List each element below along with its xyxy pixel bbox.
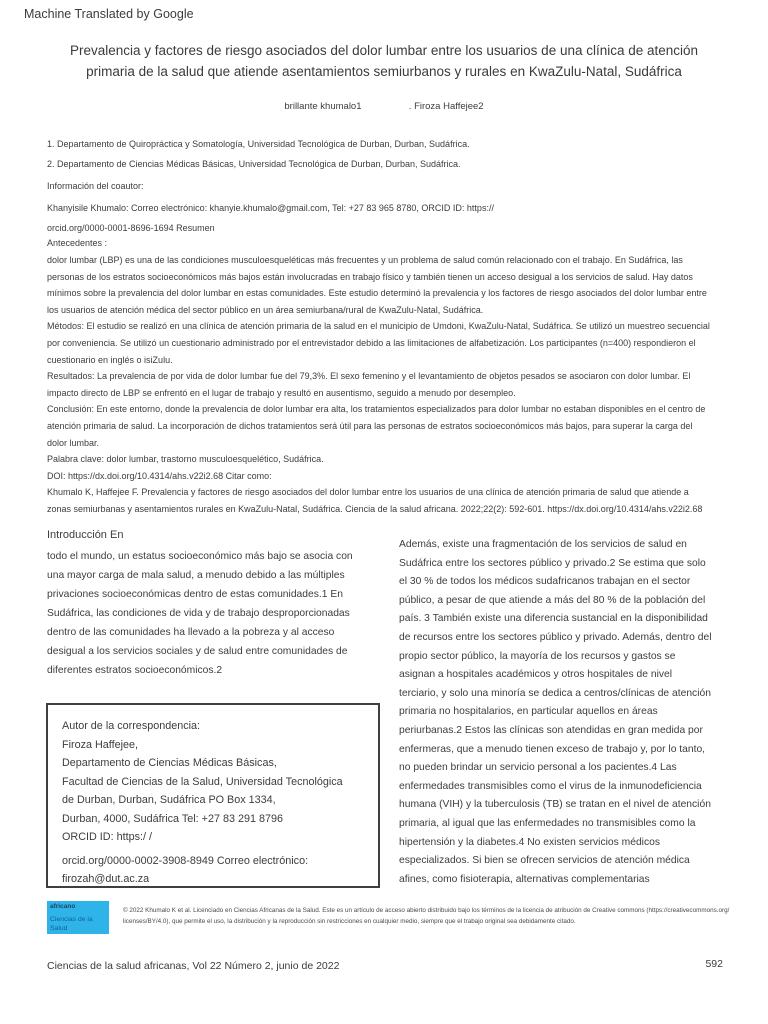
correspondence-email: firozah@dut.ac.za bbox=[62, 873, 150, 885]
intro-right-line: no pueden brindar un servicio personal a los pacientes.4 Las bbox=[399, 762, 677, 774]
correspondence-label: Autor de la correspondencia: bbox=[62, 720, 201, 732]
coauthor-orcid-line: orcid.org/0000-0001-8696-1694 Resumen bbox=[47, 223, 215, 233]
introduction-heading: Introducción En bbox=[47, 529, 124, 541]
author-separator: . bbox=[408, 101, 412, 112]
keywords-line: Palabra clave: dolor lumbar, trastorno musculoesquelético, Sudáfrica. bbox=[47, 454, 324, 465]
paper-title-line-2: primaria de la salud que atiende asentamientos semiurbanos y rurales en KwaZulu-Natal, Sudáfrica bbox=[86, 64, 682, 79]
correspondence-line: de Durban, Durban, Sudáfrica PO Box 1334, bbox=[62, 794, 276, 806]
intro-right-line: Además, existe una fragmentación de los servicios de salud en bbox=[399, 539, 687, 550]
doi-line: DOI: https://dx.doi.org/10.4314/ahs.v22i2.68 Citar como: bbox=[47, 470, 272, 481]
correspondence-orcid-url-line: orcid.org/0000-0002-3908-8949 Correo electrónico: bbox=[62, 854, 309, 867]
abstract-line: dolor lumbar. bbox=[47, 437, 100, 448]
citation-line-2: zonas semiurbanas y asentamientos rurales en KwaZulu-Natal, Sudáfrica. Ciencia de la salud africana. 2022;22(2): 592-601. https://dx.doi.org/10.4314/ahs.v22i2.68 bbox=[47, 503, 703, 514]
correspondence-line: Departamento de Ciencias Médicas Básicas, bbox=[62, 757, 277, 769]
affiliation-2: 2. Departamento de Ciencias Médicas Básicas, Universidad Tecnológica de Durban, Durban, Sudáfrica. bbox=[47, 159, 461, 169]
intro-left-line: privaciones socioeconómicas dentro de estas comunidades.1 En bbox=[47, 589, 343, 600]
intro-right-column bbox=[399, 536, 731, 889]
intro-right-line: Sudáfrica entre los sectores público y privado.2 Se estima que solo bbox=[399, 557, 706, 569]
intro-right-line: el 30 % de todos los médicos sudafricanos trabajan en el sector bbox=[399, 576, 691, 588]
citation-line-1: Khumalo K, Haffejee F. Prevalencia y factores de riesgo asociados del dolor lumbar entre los usuarios de una clínica de atención primaria de salud que atiende a bbox=[47, 487, 689, 498]
affiliation-1: 1. Departamento de Quiropráctica y Somatología, Universidad Tecnológica de Durban, Durban, Sudáfrica. bbox=[47, 139, 470, 149]
correspondence-phone-line: Durban, 4000, Sudáfrica Tel: +27 83 291 8796 bbox=[62, 812, 284, 825]
abstract-line: por conveniencia. Se utilizó un cuestionario administrado por el entrevistador debido a las limitaciones de alfabetización. Los participantes (n=400) respondieron el bbox=[47, 337, 696, 348]
intro-left-line: todo el mundo, un estatus socioeconómico más bajo se asocia con bbox=[47, 551, 353, 562]
intro-right-line: de recursos entre los sectores público y privado. Además, dentro del bbox=[399, 631, 712, 643]
intro-left-line: una mayor carga de mala salud, a menudo debido a las múltiples bbox=[47, 570, 345, 581]
coauthor-info-label: Información del coautor: bbox=[47, 181, 144, 191]
intro-right-line: enfermedades transmisibles como el virus de la inmunodeficiencia bbox=[399, 780, 702, 792]
intro-left-line: diferentes estratos socioeconómicos.2 bbox=[47, 665, 223, 676]
coauthor-contact-line: Khanyisile Khumalo: Correo electrónico: khanyie.khumalo@gmail.com, Tel: +27 83 965 8780, ORCID ID: https:// bbox=[47, 203, 494, 213]
abstract-line: cuestionario en inglés o isiZulu. bbox=[47, 354, 173, 365]
abstract-line: personas de los estratos socioeconómicos más bajos están involucradas en trabajo físico y también tienen un acceso desigual a los servicios de salud. Hay datos bbox=[47, 271, 693, 282]
page-number: 592 bbox=[705, 958, 723, 970]
abstract-line: los usuarios de atención médica del sector público en un área semiurbana/rural de KwaZulu-Natal, Sudáfrica. bbox=[47, 304, 484, 315]
correspondence-orcid-line: ORCID ID: https:/ / bbox=[62, 831, 152, 843]
machine-translated-note: Machine Translated by Google bbox=[24, 7, 194, 21]
abstract-line: atención primaria de salud. La incorporación de dichos tratamientos será útil para las personas de estratos socioeconómicos más bajos, para superar la carga del bbox=[47, 420, 693, 431]
abstract-line: mínimos sobre la prevalencia del dolor lumbar en estas comunidades. Este estudio determinó la prevalencia y los factores de riesgo asociados del dolor lumbar entre bbox=[47, 288, 707, 299]
copyright-line-2: licenses/BY/4.0), que permite el uso, la distribución y la reproducción sin restricciones en cualquier medio, siempre que el trabajo original sea debidamente citado. bbox=[123, 918, 576, 925]
paper-title bbox=[40, 40, 728, 82]
intro-left-line: Sudáfrica, las condiciones de vida y de trabajo desproporcionadas bbox=[47, 608, 350, 619]
intro-right-line: afines, como fisioterapia, alternativas complementarias bbox=[399, 873, 650, 885]
abstract-conclusion-line: Conclusión: En este entorno, donde la prevalencia de dolor lumbar era alta, los tratamientos especializados para dolor lumbar no estaban disponibles en el centro de bbox=[47, 404, 706, 415]
intro-left-line: desigual a los servicios sociales y de salud entre comunidades de bbox=[47, 646, 348, 657]
intro-right-line: terciario, y solo una minoría se dedica a centros/clínicas de atención bbox=[399, 687, 711, 699]
journal-logo bbox=[47, 901, 109, 934]
journal-logo-text-bottom: Ciencias de la Salud bbox=[50, 916, 93, 932]
paper-title-line-1: Prevalencia y factores de riesgo asociados del dolor lumbar entre los usuarios de una clínica de atención bbox=[69, 43, 699, 58]
copyright-notice bbox=[123, 905, 729, 927]
intro-right-line: especializados. Si bien se ofrecen servicios de atención médica bbox=[399, 855, 690, 867]
abstract-line: impacto directo de LBP se enfrentó en el lugar de trabajo y resultó en ausentismo, seguido a menudo por desempleo. bbox=[47, 387, 516, 398]
intro-right-line: hipertensión y la diabetes.4 No existen servicios médicos bbox=[399, 836, 660, 848]
intro-right-line: primaria no hospitalarios, en particular aquellos en áreas bbox=[399, 706, 658, 718]
abstract-section bbox=[47, 252, 710, 518]
intro-right-line: propio sector público, la mayoría de los recursos y gastos se bbox=[399, 650, 676, 662]
intro-left-line: dentro de las comunidades ha llevado a la pobreza y al acceso bbox=[47, 627, 335, 638]
abstract-background-label: Antecedentes : bbox=[47, 238, 108, 248]
intro-right-line: humana (VIH) y la tuberculosis (TB) se tratan en el nivel de atención bbox=[399, 799, 711, 811]
intro-left-column bbox=[47, 526, 379, 680]
correspondence-author-name: Firoza Haffejee, bbox=[62, 738, 139, 751]
copyright-line-1: © 2022 Khumalo K et al. Licenciado en Ciencias Africanas de la Salud. Este es un artículo de acceso abierto distribuido bajo los términos de la licencia de atribución de Creative commons (https://creativecommons.org/ bbox=[123, 907, 730, 914]
abstract-methods-line: Métodos: El estudio se realizó en una clínica de atención primaria de la salud en el municipio de Umdoni, KwaZulu-Natal, Sudáfrica. Se utilizó un muestreo secuencial bbox=[47, 321, 710, 332]
journal-footer-line: Ciencias de la salud africanas, Vol 22 Número 2, junio de 2022 bbox=[47, 960, 340, 972]
correspondence-line: Facultad de Ciencias de la Salud, Universidad Tecnológica bbox=[62, 775, 343, 788]
intro-right-line: enfermeras, que a menudo tienen exceso de trabajo y, por lo tanto, bbox=[399, 743, 706, 755]
abstract-results-line: Resultados: La prevalencia de por vida de dolor lumbar fue del 79,3%. El sexo femenino y el levantamiento de objetos pesados se asociaron con dolor lumbar. El bbox=[47, 371, 691, 382]
affiliations bbox=[47, 134, 470, 174]
abstract-line: dolor lumbar (LBP) es una de las condiciones musculoesqueléticas más frecuentes y un problema de salud común relacionado con el trabajo. En Sudáfrica, las bbox=[47, 255, 683, 265]
intro-right-line: país. 3 También existe una diferencia sustancial en la disponibilidad bbox=[399, 613, 708, 625]
intro-right-line: asignan a hospitales académicos y otros hospitales de nivel bbox=[399, 669, 673, 681]
author-khumalo: brillante khumalo1 bbox=[284, 101, 362, 112]
authors-line bbox=[0, 101, 768, 112]
correspondence-box bbox=[46, 703, 380, 888]
author-haffejee: Firoza Haffejee2 bbox=[414, 101, 484, 112]
intro-right-line: periurbanas.2 Estos las clínicas son atendidas en gran medida por bbox=[399, 724, 703, 736]
journal-logo-text-top: africano bbox=[50, 903, 76, 910]
intro-right-line: público, a pesar de que atiende a más del 80 % de la población del bbox=[399, 594, 706, 606]
intro-right-line: primaria, al igual que las enfermedades no transmisibles como la bbox=[399, 817, 696, 829]
